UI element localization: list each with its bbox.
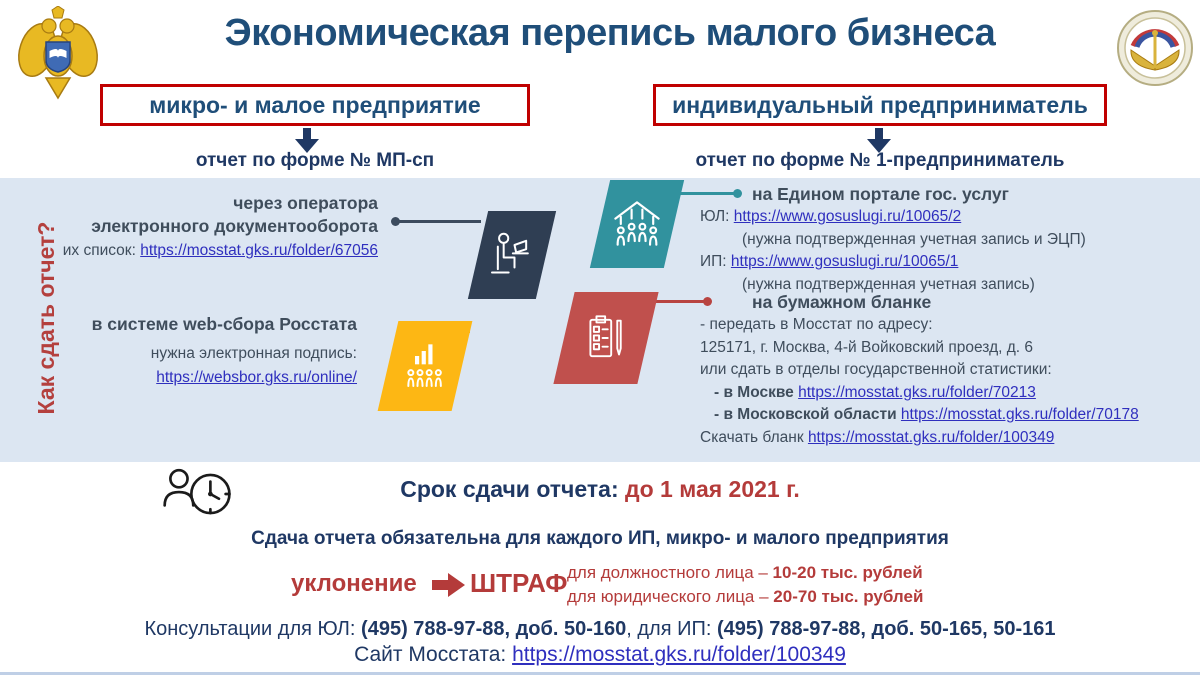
consult-prefix: Консультации для ЮЛ:	[144, 618, 362, 640]
paper-moscow-line	[714, 382, 1190, 405]
operator-list-line	[60, 239, 378, 262]
websbor-title: в системе web-сбора Росстата	[91, 314, 357, 334]
paper-region-link[interactable]: https://mosstat.gks.ru/folder/70178	[900, 406, 1139, 423]
deadline-date: до 1 мая 2021 г.	[625, 476, 800, 502]
ip-phone: (495) 788-97-88, доб. 50-165, 50-161	[716, 618, 1056, 640]
gosuslugi-ip-prefix: ИП:	[700, 253, 731, 270]
gosuslugi-ul-line	[700, 206, 1180, 229]
fine-legal-prefix: для юридического лица –	[567, 587, 774, 606]
paper-region-prefix: - в Московской области	[714, 406, 901, 423]
fine-official-amount: 10-20 тыс. рублей	[772, 563, 923, 582]
fine-official-line	[567, 561, 967, 585]
paper-block	[700, 291, 1190, 449]
gosuslugi-ul-prefix: ЮЛ:	[700, 208, 734, 225]
contacts-separator: , для ИП:	[626, 618, 717, 640]
paper-download-link[interactable]: https://mosstat.gks.ru/folder/100349	[807, 428, 1055, 446]
form-label-mp-sp: отчет по форме № МП-сп	[195, 150, 435, 171]
site-prefix: Сайт Мосстата:	[354, 643, 513, 666]
branch-box-small-enterprise	[100, 84, 530, 126]
penalty-arrow-icon	[432, 572, 466, 603]
contacts-line	[0, 618, 1200, 641]
rosstat-emblem-icon	[16, 6, 100, 104]
operator-title-line1: через оператора	[233, 193, 378, 213]
mandatory-note: Сдача отчета обязательна для каждого ИП, микро- и малого предприятия	[251, 528, 949, 549]
operator-list-prefix: их список:	[62, 242, 141, 259]
gosuslugi-ul-note: (нужна подтвержденная учетная запись и ЭЦП)	[742, 230, 1086, 248]
gosuslugi-ip-note: (нужна подтвержденная учетная запись)	[742, 275, 1035, 293]
gosuslugi-ip-link[interactable]: https://www.gosuslugi.ru/10065/1	[730, 253, 959, 270]
websbor-link[interactable]: https://websbor.gks.ru/online/	[156, 369, 357, 386]
site-line	[0, 643, 1200, 667]
deadline-line	[0, 476, 1200, 503]
paper-line1: - передать в Мосстат по адресу:	[700, 316, 933, 333]
websbor-note: нужна электронная подпись:	[150, 345, 357, 362]
paper-moscow-link[interactable]: https://mosstat.gks.ru/folder/70213	[798, 383, 1036, 401]
fine-label: ШТРАФ	[470, 568, 568, 598]
fine-legal-amount: 20-70 тыс. рублей	[773, 587, 924, 606]
branch-label-individual-entrepreneur: индивидуальный предприниматель	[672, 91, 1088, 118]
operator-list-link[interactable]: https://mosstat.gks.ru/folder/67056	[140, 242, 378, 259]
operator-shape	[478, 211, 546, 299]
websbor-shape	[388, 321, 462, 411]
gosuslugi-shape	[600, 180, 674, 268]
paper-download-prefix: Скачать бланк	[700, 428, 808, 446]
portal-people-icon	[610, 196, 664, 252]
paper-line3: или сдать в отделы государственной статистики:	[700, 361, 1052, 378]
websbor-link-line	[60, 366, 357, 389]
deadline-label: Срок сдачи отчета:	[400, 476, 626, 502]
fines-block	[567, 561, 967, 609]
gosuslugi-title: на Едином портале гос. услуг	[752, 184, 1009, 204]
page-title: Экономическая перепись малого бизнеса	[224, 12, 996, 54]
evasion-label: уклонение	[291, 570, 417, 597]
chart-people-icon	[400, 338, 450, 394]
paper-moscow-prefix: - в Москве	[714, 383, 799, 401]
mosstat-site-link[interactable]: https://mosstat.gks.ru/folder/100349	[512, 643, 846, 666]
ul-phone: (495) 788-97-88, доб. 50-160	[361, 618, 627, 640]
paper-download-line	[700, 427, 1190, 450]
form-label-1-entrepreneur: отчет по форме № 1-предприниматель	[695, 150, 1065, 171]
gosuslugi-ip-line	[700, 251, 1180, 274]
operator-connector-line	[395, 220, 481, 223]
gosuslugi-ul-link[interactable]: https://www.gosuslugi.ru/10065/2	[733, 208, 962, 225]
paper-shape	[564, 292, 648, 384]
operator-connector-dot	[391, 217, 400, 226]
side-question-label: Как сдать отчет?	[33, 221, 59, 415]
fine-official-prefix: для должностного лица –	[567, 563, 773, 582]
person-laptop-icon	[487, 227, 537, 283]
operator-title-line2: электронного документооборота	[91, 216, 378, 236]
websbor-option-block	[60, 313, 357, 389]
mosstat-emblem-icon	[1116, 8, 1194, 88]
gosuslugi-block	[700, 183, 1180, 296]
fine-legal-line	[567, 585, 967, 609]
operator-option-block	[60, 192, 378, 262]
paper-region-line	[714, 404, 1190, 427]
checklist-pen-icon	[580, 309, 632, 367]
paper-title: на бумажном бланке	[752, 292, 932, 312]
branch-box-individual-entrepreneur	[653, 84, 1107, 126]
branch-label-small-enterprise: микро- и малое предприятие	[149, 91, 481, 118]
paper-line2: 125171, г. Москва, 4-й Войковский проезд, д. 6	[700, 338, 1034, 356]
